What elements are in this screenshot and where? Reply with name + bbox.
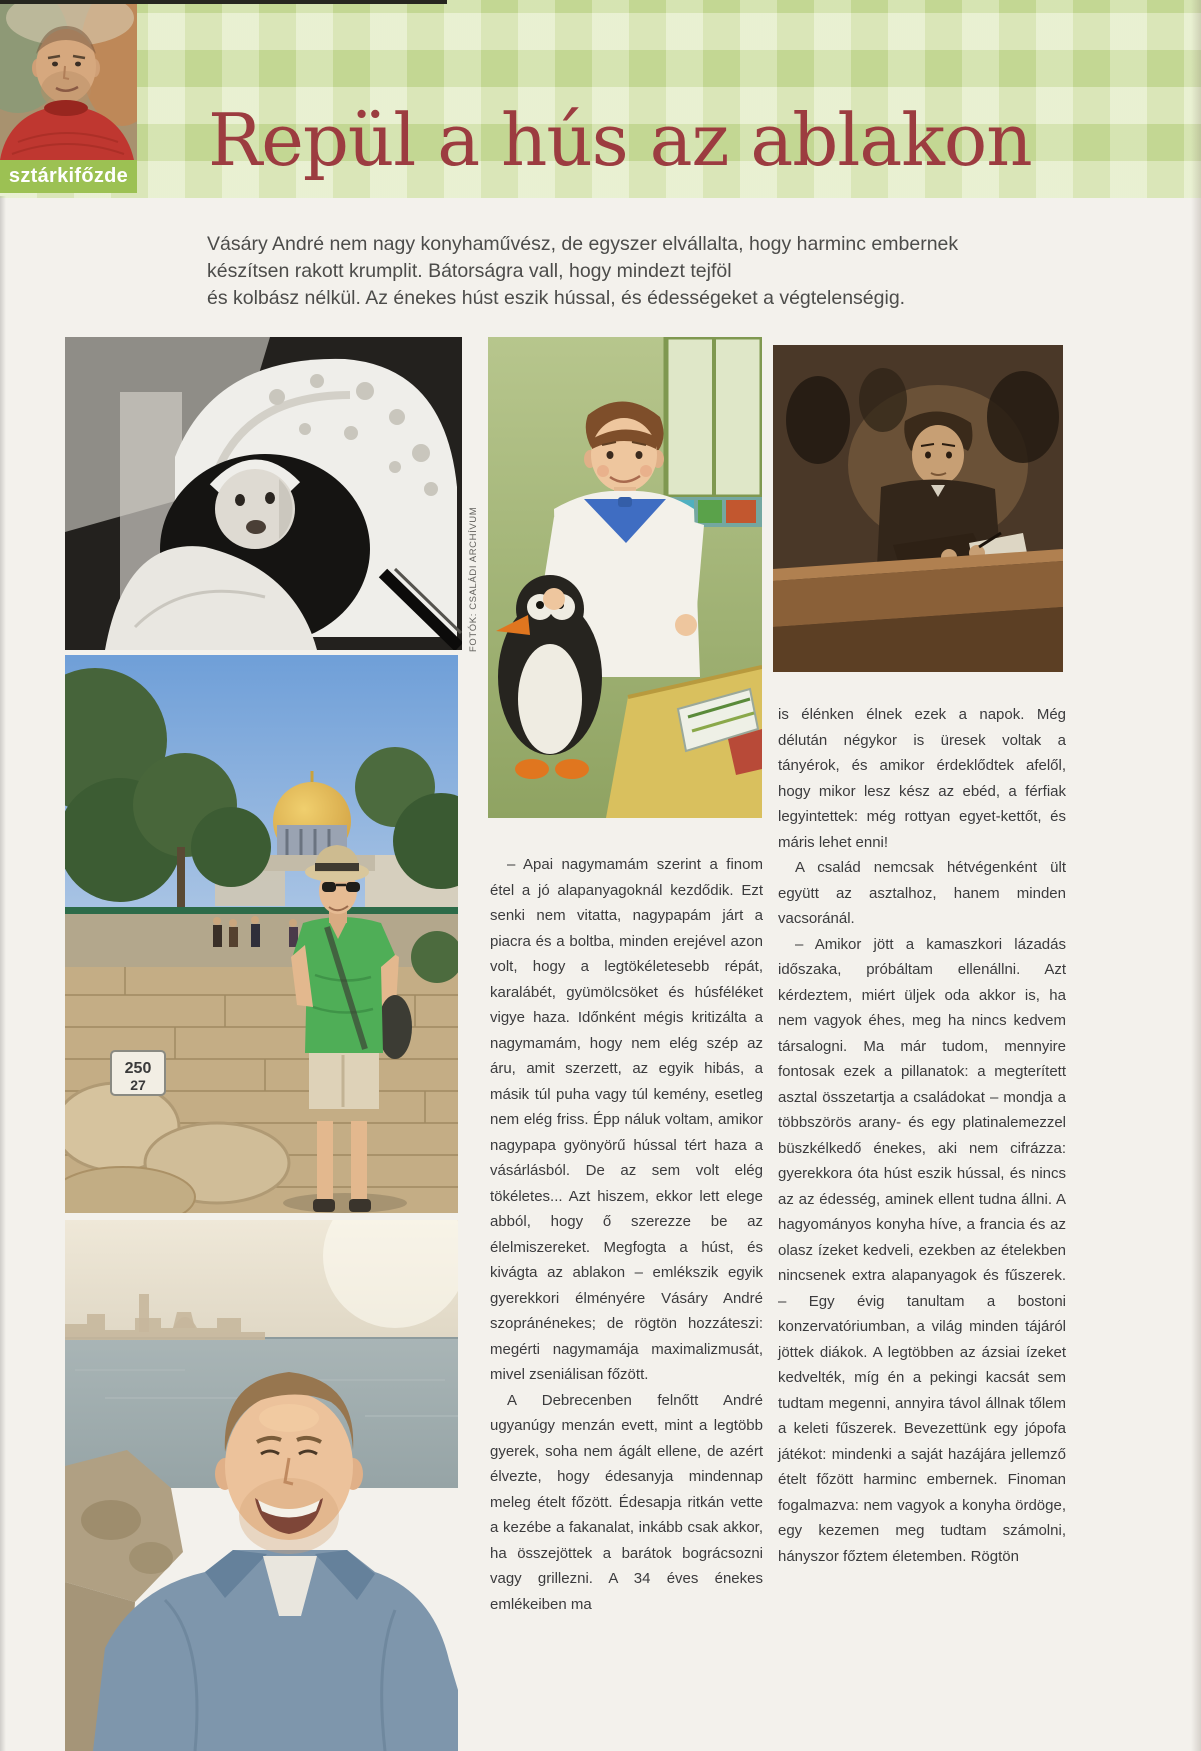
paragraph-continuation: is élénken élnek ezek a napok. Még délután négykor is üresek voltak a tányérok, és amikor érdeklődtek afelől, hogy mikor lesz kész az ebéd, a férfiak legyintettek: még rottyan egyet-kettőt, és máris lehet enni!	[778, 706, 1066, 851]
photo-man-in-jerusalem	[65, 655, 458, 1213]
paragraph-teen-rebellion: – Amikor jött a kamaszkori lázadás időszaka, próbáltam ellenállni. Azt kérdeztem, miért üljek oda akkor is, ha nem vagyok éhes, meg ha nincs kedvem társalogni. Ma már tudom, mennyire fontosak ezek a pillanatok: a megterített asztal összetartja a családokat – mondja a többszörös arany- és egy platinalemezzel büszkélkedő énekes, aki nem cifrázza: gyerekkora óta húst eszik hússal, és nincs az az édesség, aminek ellent tudna állni. A hagyományos konyha híve, a francia és az olasz ízeket kedveli, ezekben az ételekben nincsenek extra alapanyagok és fűszerek. – Egy évig tanultam a bostoni konzervatóriumban, a világ minden tájáról jöttek diákok. A legtöbben az ázsiai ízeket kedvelték, míg én a pekingi kacsát sem tudtam megenni, annyira távol állnak tőlem a keleti fűszerek. Bevezettünk egy jópofa játékot: mindenki a saját hazájára jellemző ételt főzött harminc embernek. Finoman fogalmazva: nem vagyok a konyha ördöge, egy kezemen meg tudtam számolni, hányszor főztem életemben. Rögtön	[778, 935, 1066, 1565]
jerusalem-illustration	[65, 655, 458, 1213]
portrait-illustration	[0, 2, 137, 160]
article-column-middle	[490, 852, 763, 1617]
article-title: Repül a hús az ablakon	[208, 98, 1032, 182]
lead-line-3: és kolbász nélkül. Az énekes húst eszik hússal, és édességeket a végtelenségig.	[207, 287, 906, 309]
scan-edge-top	[0, 0, 447, 4]
boy-penguin-illustration	[488, 337, 762, 818]
photo-credit-vertical: FOTÓK: CSALÁDI ARCHÍVUM	[468, 506, 479, 652]
wall-sign-number-bottom: 27	[130, 1077, 146, 1093]
author-portrait-photo	[0, 2, 137, 160]
baby-pram-illustration	[65, 337, 462, 650]
school-desk-illustration	[773, 345, 1063, 672]
article-column-right	[778, 702, 1066, 1569]
paragraph-debrecen: A Debrecenben felnőtt André ugyanúgy menzán evett, mint a legtöbb gyerek, soha nem ágált ellene, de azért élvezte, hogy édesanyja mindennap meleg ételt főzött. Édesapja ritkán vette a kezébe a fakanalat, inkább csak akkor, ha összejöttek a barátok bográcsozni vagy grillezni. A 34 éves énekes emlékeiben ma	[490, 1391, 763, 1613]
lead-line-2: készítsen rakott krumplit. Bátorságra vall, hogy mindezt tejföl	[207, 260, 732, 282]
photo-boy-at-school-desk	[773, 345, 1063, 672]
scan-edge-right	[1191, 0, 1201, 1751]
photo-selfie-by-sea	[65, 1220, 458, 1751]
lead-paragraph	[207, 231, 1037, 312]
lead-line-1: Vásáry André nem nagy konyhaművész, de egyszer elvállalta, hogy harminc embernek	[207, 233, 959, 255]
photo-baby-in-pram	[65, 337, 462, 650]
selfie-illustration	[65, 1220, 458, 1751]
masthead-gingham-band	[0, 0, 1201, 198]
wall-sign-number-top: 250	[124, 1060, 152, 1077]
section-label: sztárkifőzde	[0, 160, 137, 193]
photo-boy-with-penguin	[488, 337, 762, 818]
paragraph-grandma-quote: – Apai nagymamám szerint a finom étel a jó alapanyagoknál kezdődik. Ezt senki nem vitatta, nagypapám járt a piacra és a boltba, minden erejével azon volt, hogy a legtökéletesebb répát, karalábét, gyümölcsöket és húsféléket vigye haza. Időnként mégis kritizálta a nagymamám, hogy nem elég szép az áru, amit szerzett, az egyik hibás, a másik túl puha vagy túl kemény, esetleg nem elég friss. Épp náluk voltam, amikor nagypapa gyönyörű hússal tért haza a vásárlásból. De az sem volt elég tökéletes... Azt hiszem, ekkor lett elege abból, hogy ő szerezze be az élelmiszereket. Megfogta a húst, és kivágta az ablakon – emlékszik egyik gyerekkori élményére Vásáry André szopránénekes; de rögtön hozzáteszi: megérti nagymamája maximalizmusát, mivel zseniálisan főzött.	[490, 856, 763, 1383]
scan-edge-left	[0, 196, 6, 1751]
paragraph-family-table: A család nemcsak hétvégenként ült együtt az asztalhoz, hanem minden vacsoránál.	[778, 859, 1066, 927]
